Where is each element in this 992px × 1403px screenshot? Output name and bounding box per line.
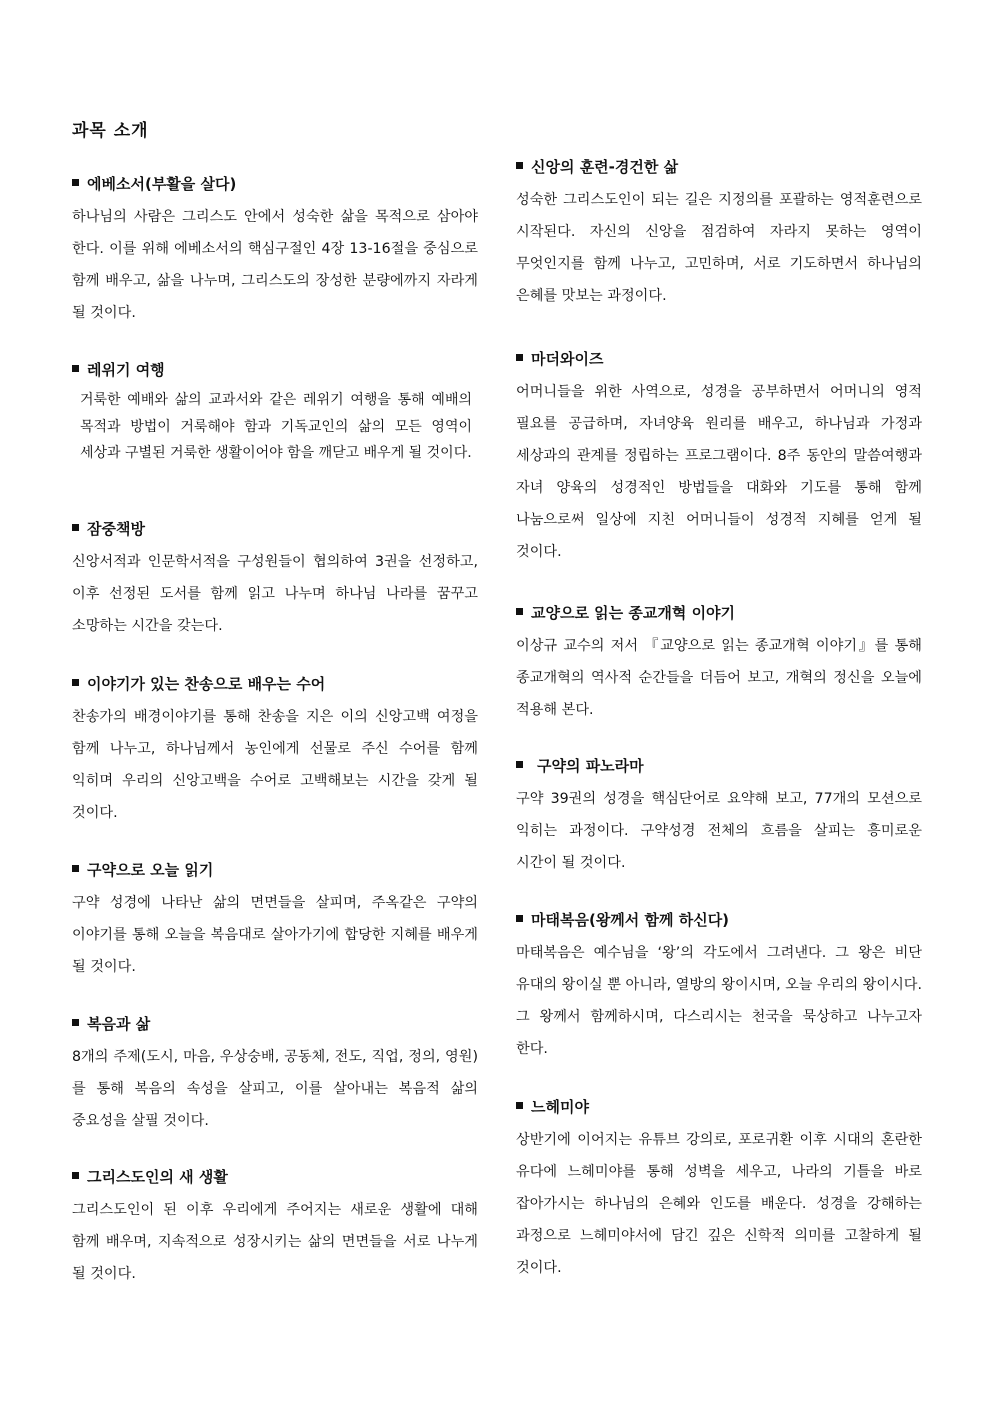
- course-section-training: [516, 156, 922, 312]
- course-heading: [72, 173, 478, 195]
- course-heading: [72, 518, 478, 540]
- square-bullet-icon: [516, 162, 523, 169]
- course-description: 8개의 주제(도시, 마음, 우상숭배, 공동체, 전도, 직업, 정의, 영원)를 통해 복음의 속성을 살피고, 이를 살아내는 복음적 삶의 중요성을 살필 것이다.: [72, 1049, 478, 1129]
- course-title: 복음과 삶: [87, 1015, 151, 1033]
- course-section-matthew: [516, 909, 922, 1065]
- course-description: 거룩한 예배와 삶의 교과서와 같은 레위기 여행을 통해 예배의 목적과 방법이 거룩해야 함과 기독교인의 삶의 모든 영역이 세상과 구별된 거룩한 생활이어야 함을 깨닫고 배우게 될 것이다.: [80, 392, 472, 461]
- course-description: 구약 39권의 성경을 핵심단어로 요약해 보고, 77개의 모션으로 익히는 과정이다. 구약성경 전체의 흐름을 살피는 흥미로운 시간이 될 것이다.: [516, 791, 922, 871]
- course-heading: [516, 602, 922, 624]
- course-description: 어머니들을 위한 사역으로, 성경을 공부하면서 어머니의 영적 필요를 공급하며, 자녀양육 원리를 배우고, 하나님과 가정과 세상과의 관계를 정립하는 프로그램이다. 8주 동안의 말씀여행과 자녀 양육의 성경적인 방법들을 대화와 기도를 통해 함께 나눔으로써 일상에 지친 어머니들이 성경적 지혜를 얻게 될 것이다.: [516, 384, 922, 560]
- square-bullet-icon: [72, 1172, 79, 1179]
- course-title: 구약의 파노라마: [537, 757, 644, 775]
- course-title: 구약으로 오늘 읽기: [87, 861, 214, 879]
- square-bullet-icon: [516, 1102, 523, 1109]
- course-heading: [72, 1013, 478, 1035]
- course-heading: [72, 673, 478, 695]
- course-section-hymns: [72, 673, 478, 829]
- course-heading: [516, 348, 922, 370]
- course-heading: [72, 1166, 478, 1188]
- course-heading: [72, 359, 478, 381]
- course-title: 잠중책방: [87, 520, 145, 538]
- page-title: 과목 소개: [72, 121, 149, 141]
- square-bullet-icon: [516, 608, 523, 615]
- square-bullet-icon: [72, 179, 79, 186]
- course-section-reformation: [516, 602, 922, 726]
- course-description: 하나님의 사람은 그리스도 안에서 성숙한 삶을 목적으로 삼아야 한다. 이를 위해 에베소서의 핵심구절인 4장 13-16절을 중심으로 함께 배우고, 삶을 나누며, 그리스도의 장성한 분량에까지 자라게 될 것이다.: [72, 209, 478, 321]
- course-description: 이상규 교수의 저서 『교양으로 읽는 종교개혁 이야기』를 통해 종교개혁의 역사적 순간들을 더듬어 보고, 개혁의 정신을 오늘에 적용해 본다.: [516, 638, 922, 718]
- course-description: 마태복음은 예수님을 ‘왕’의 각도에서 그려낸다. 그 왕은 비단 유대의 왕이실 뿐 아니라, 열방의 왕이시며, 오늘 우리의 왕이시다. 그 왕께서 함께하시며, 다스리시는 천국을 묵상하고 나누고자 한다.: [516, 945, 922, 1057]
- square-bullet-icon: [72, 679, 79, 686]
- course-description: 찬송가의 배경이야기를 통해 찬송을 지은 이의 신앙고백 여정을 함께 나누고, 하나님께서 농인에게 선물로 주신 수어를 함께 익히며 우리의 신앙고백을 수어로 고백해보는 시간을 갖게 될 것이다.: [72, 709, 478, 821]
- course-section-ot-panorama: [516, 755, 922, 879]
- course-description: 신앙서적과 인문학서적을 구성원들이 협의하여 3권을 선정하고, 이후 선정된 도서를 함께 읽고 나누며 하나님 나라를 꿈꾸고 소망하는 시간을 갖는다.: [72, 554, 478, 634]
- course-title: 이야기가 있는 찬송으로 배우는 수어: [87, 675, 326, 693]
- course-section-gospel-life: [72, 1013, 478, 1137]
- course-title: 마태복음(왕께서 함께 하신다): [531, 911, 730, 929]
- course-heading: [516, 909, 922, 931]
- course-title: 느헤미야: [531, 1098, 589, 1116]
- course-title: 신앙의 훈련-경건한 삶: [531, 158, 679, 176]
- square-bullet-icon: [516, 915, 523, 922]
- course-description: 구약 성경에 나타난 삶의 면면들을 살피며, 주옥같은 구약의 이야기를 통해 오늘을 복음대로 살아가기에 합당한 지혜를 배우게 될 것이다.: [72, 895, 478, 975]
- course-heading: [516, 755, 922, 777]
- square-bullet-icon: [72, 1019, 79, 1026]
- course-section-nehemiah: [516, 1096, 922, 1284]
- course-title: 에베소서(부활을 살다): [87, 175, 237, 193]
- course-title: 레위기 여행: [87, 361, 165, 379]
- course-heading: [516, 1096, 922, 1118]
- square-bullet-icon: [72, 524, 79, 531]
- course-section-mother-wise: [516, 348, 922, 568]
- square-bullet-icon: [72, 365, 79, 372]
- course-title: 교양으로 읽는 종교개혁 이야기: [531, 604, 736, 622]
- course-section-ephesians: [72, 173, 478, 329]
- square-bullet-icon: [516, 761, 523, 768]
- course-description: 성숙한 그리스도인이 되는 길은 지정의를 포괄하는 영적훈련으로 시작된다. 자신의 신앙을 점검하여 자라지 못하는 영역이 무엇인지를 함께 나누고, 고민하며, 서로 기도하면서 하나님의 은혜를 맛보는 과정이다.: [516, 192, 922, 304]
- course-title: 그리스도인의 새 생활: [87, 1168, 228, 1186]
- course-section-jamjung: [72, 518, 478, 642]
- course-heading: [72, 859, 478, 881]
- square-bullet-icon: [516, 354, 523, 361]
- course-section-ot-today: [72, 859, 478, 983]
- course-description: 상반기에 이어지는 유튜브 강의로, 포로귀환 이후 시대의 혼란한 유다에 느헤미야를 통해 성벽을 세우고, 나라의 기틀을 바로 잡아가시는 하나님의 은혜와 인도를 배운다. 성경을 강해하는 과정으로 느헤미야서에 담긴 깊은 신학적 의미를 고찰하게 될 것이다.: [516, 1132, 922, 1276]
- course-description: 그리스도인이 된 이후 우리에게 주어지는 새로운 생활에 대해 함께 배우며, 지속적으로 성장시키는 삶의 면면들을 서로 나누게 될 것이다.: [72, 1202, 478, 1282]
- square-bullet-icon: [72, 865, 79, 872]
- course-section-leviticus: [72, 359, 478, 467]
- course-title: 마더와이즈: [531, 350, 604, 368]
- course-heading: [516, 156, 922, 178]
- course-section-new-life: [72, 1166, 478, 1290]
